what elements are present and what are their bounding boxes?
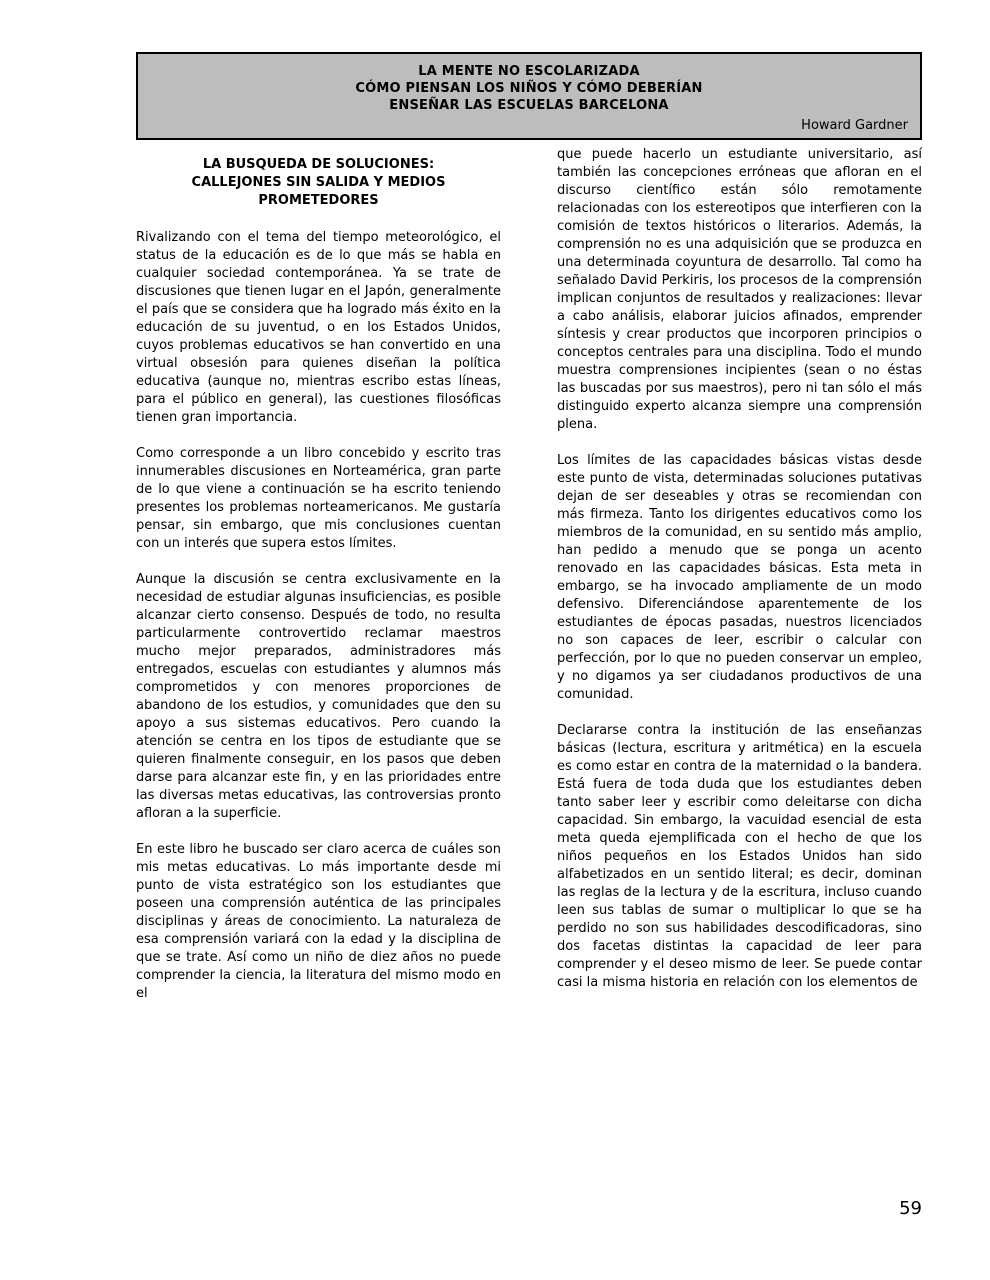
paragraph: Declararse contra la institución de las enseñanzas básicas (lectura, escritura y aritmética) en la escuela es como estar en contra de la maternidad o la bandera. Está fuera de toda duda que los estudiantes deben tanto saber leer y escribir como deleitarse con dicha capacidad. Sin embargo, la vacuidad esencial de esta meta queda ejemplificada con el hecho de que los niños pequeños en los Estados Unidos han sido alfabetizados en un sentido literal; es decir, dominan las reglas de la lectura y de la escritura, incluso cuando leen sus tablas de sumar o multiplicar lo que se ha perdido no son sus habilidades descodificadoras, sino dos facetas distintas la capacidad de leer para comprender y el deseo mismo de leer. Se puede contar casi la misma historia en relación con los elementos de: [557, 723, 922, 990]
section-heading-line: PROMETEDORES: [258, 193, 379, 208]
header-title-line: CÓMO PIENSAN LOS NIÑOS Y CÓMO DEBERÍAN: [355, 81, 703, 96]
paragraph: Como corresponde a un libro concebido y escrito tras innumerables discusiones en Norteamérica, gran parte de lo que viene a continuación se ha escrito teniendo presentes los problemas norteamericanos. Me gustaría pensar, sin embargo, que mis conclusiones cuentan con un interés que supera estos límites.: [136, 446, 501, 551]
section-heading-line: CALLEJONES SIN SALIDA Y MEDIOS: [191, 175, 446, 190]
page-number: 59: [899, 1198, 922, 1219]
paragraph: Rivalizando con el tema del tiempo meteorológico, el status de la educación es de lo que más se habla en cualquier sociedad contemporánea. Ya se trate de discusiones que tienen lugar en el Japón, generalmente el país que se considera que ha logrado más éxito en la educación de su juventud, o en los Estados Unidos, cuyos problemas educativos se han convertido en una virtual obsesión para quienes diseñan la política educativa (aunque no, mientras escribo estas líneas, para el público en general), las cuestiones filosóficas tienen gran importancia.: [136, 230, 501, 425]
left-column: [136, 146, 501, 1003]
document-header: [136, 52, 922, 140]
paragraph: Aunque la discusión se centra exclusivamente en la necesidad de estudiar algunas insuficiencias, es posible alcanzar cierto consenso. Después de todo, no resulta particularmente controvertido reclamar maestros mucho mejor preparados, administradores más entregados, escuelas con estudiantes y alumnos más comprometidos y con menores proporciones de abandono de los estudios, y comunidades que den su apoyo a sus sistemas educativos. Pero cuando la atención se centra en los tipos de estudiante que se quieren finalmente conseguir, en los pasos que deben darse para alcanzar este fin, y en las prioridades entre las diversas metas educativas, las controversias pronto afloran a la superficie.: [136, 572, 501, 821]
two-column-body: [136, 146, 922, 1003]
paragraph: que puede hacerlo un estudiante universitario, así también las concepciones erróneas que afloran en el discurso científico están sólo remotamente relacionadas con los estereotipos que interfieren con la comisión de textos históricos o literarios. Además, la comprensión no es una adquisición que se produzca en una determinada coyuntura de desarrollo. Tal como ha señalado David Perkiris, los procesos de la comprensión implican conjuntos de resultados y realizaciones: llevar a cabo análisis, elaborar juicios afinados, emprender síntesis y crear productos que incorporen principios o conceptos centrales para una disciplina. Todo el mundo muestra comprensiones incipientes (sean o no éstas las buscadas por sus maestros), pero ni tan sólo el más distinguido experto alcanza siempre una comprensión plena.: [557, 147, 922, 432]
section-heading-line: LA BUSQUEDA DE SOLUCIONES:: [202, 157, 435, 172]
right-column: [557, 146, 922, 1003]
document-content: [136, 52, 922, 1003]
paragraph: Los límites de las capacidades básicas vistas desde este punto de vista, determinadas soluciones putativas dejan de ser deseables y otras se recomiendan con más firmeza. Tanto los dirigentes educativos como los miembros de la comunidad, en su sentido más amplio, han pedido a menudo que se ponga un acento renovado en las capacidades básicas. Esta meta in embargo, se ha invocado ampliamente de un modo defensivo. Diferenciándose aparentemente de los estudiantes de épocas pasadas, nuestros licenciados no son capaces de leer, escribir o calcular con perfección, por lo que no pueden conservar un empleo, y no digamos ya ser ciudadanos productivos de una comunidad.: [557, 453, 922, 702]
paragraph: En este libro he buscado ser claro acerca de cuáles son mis metas educativas. Lo más importante desde mi punto de vista estratégico son los estudiantes que poseen una comprensión auténtica de las principales disciplinas y áreas de conocimiento. La naturaleza de esa comprensión variará con la edad y la disciplina de que se trate. Así como un niño de diez años no puede comprender la ciencia, la literatura del mismo modo en el: [136, 842, 501, 1001]
header-title-line: LA MENTE NO ESCOLARIZADA: [418, 64, 640, 79]
header-title-line: ENSEÑAR LAS ESCUELAS BARCELONA: [389, 98, 669, 113]
section-heading: [136, 156, 501, 210]
author-name: Howard Gardner: [801, 118, 908, 133]
